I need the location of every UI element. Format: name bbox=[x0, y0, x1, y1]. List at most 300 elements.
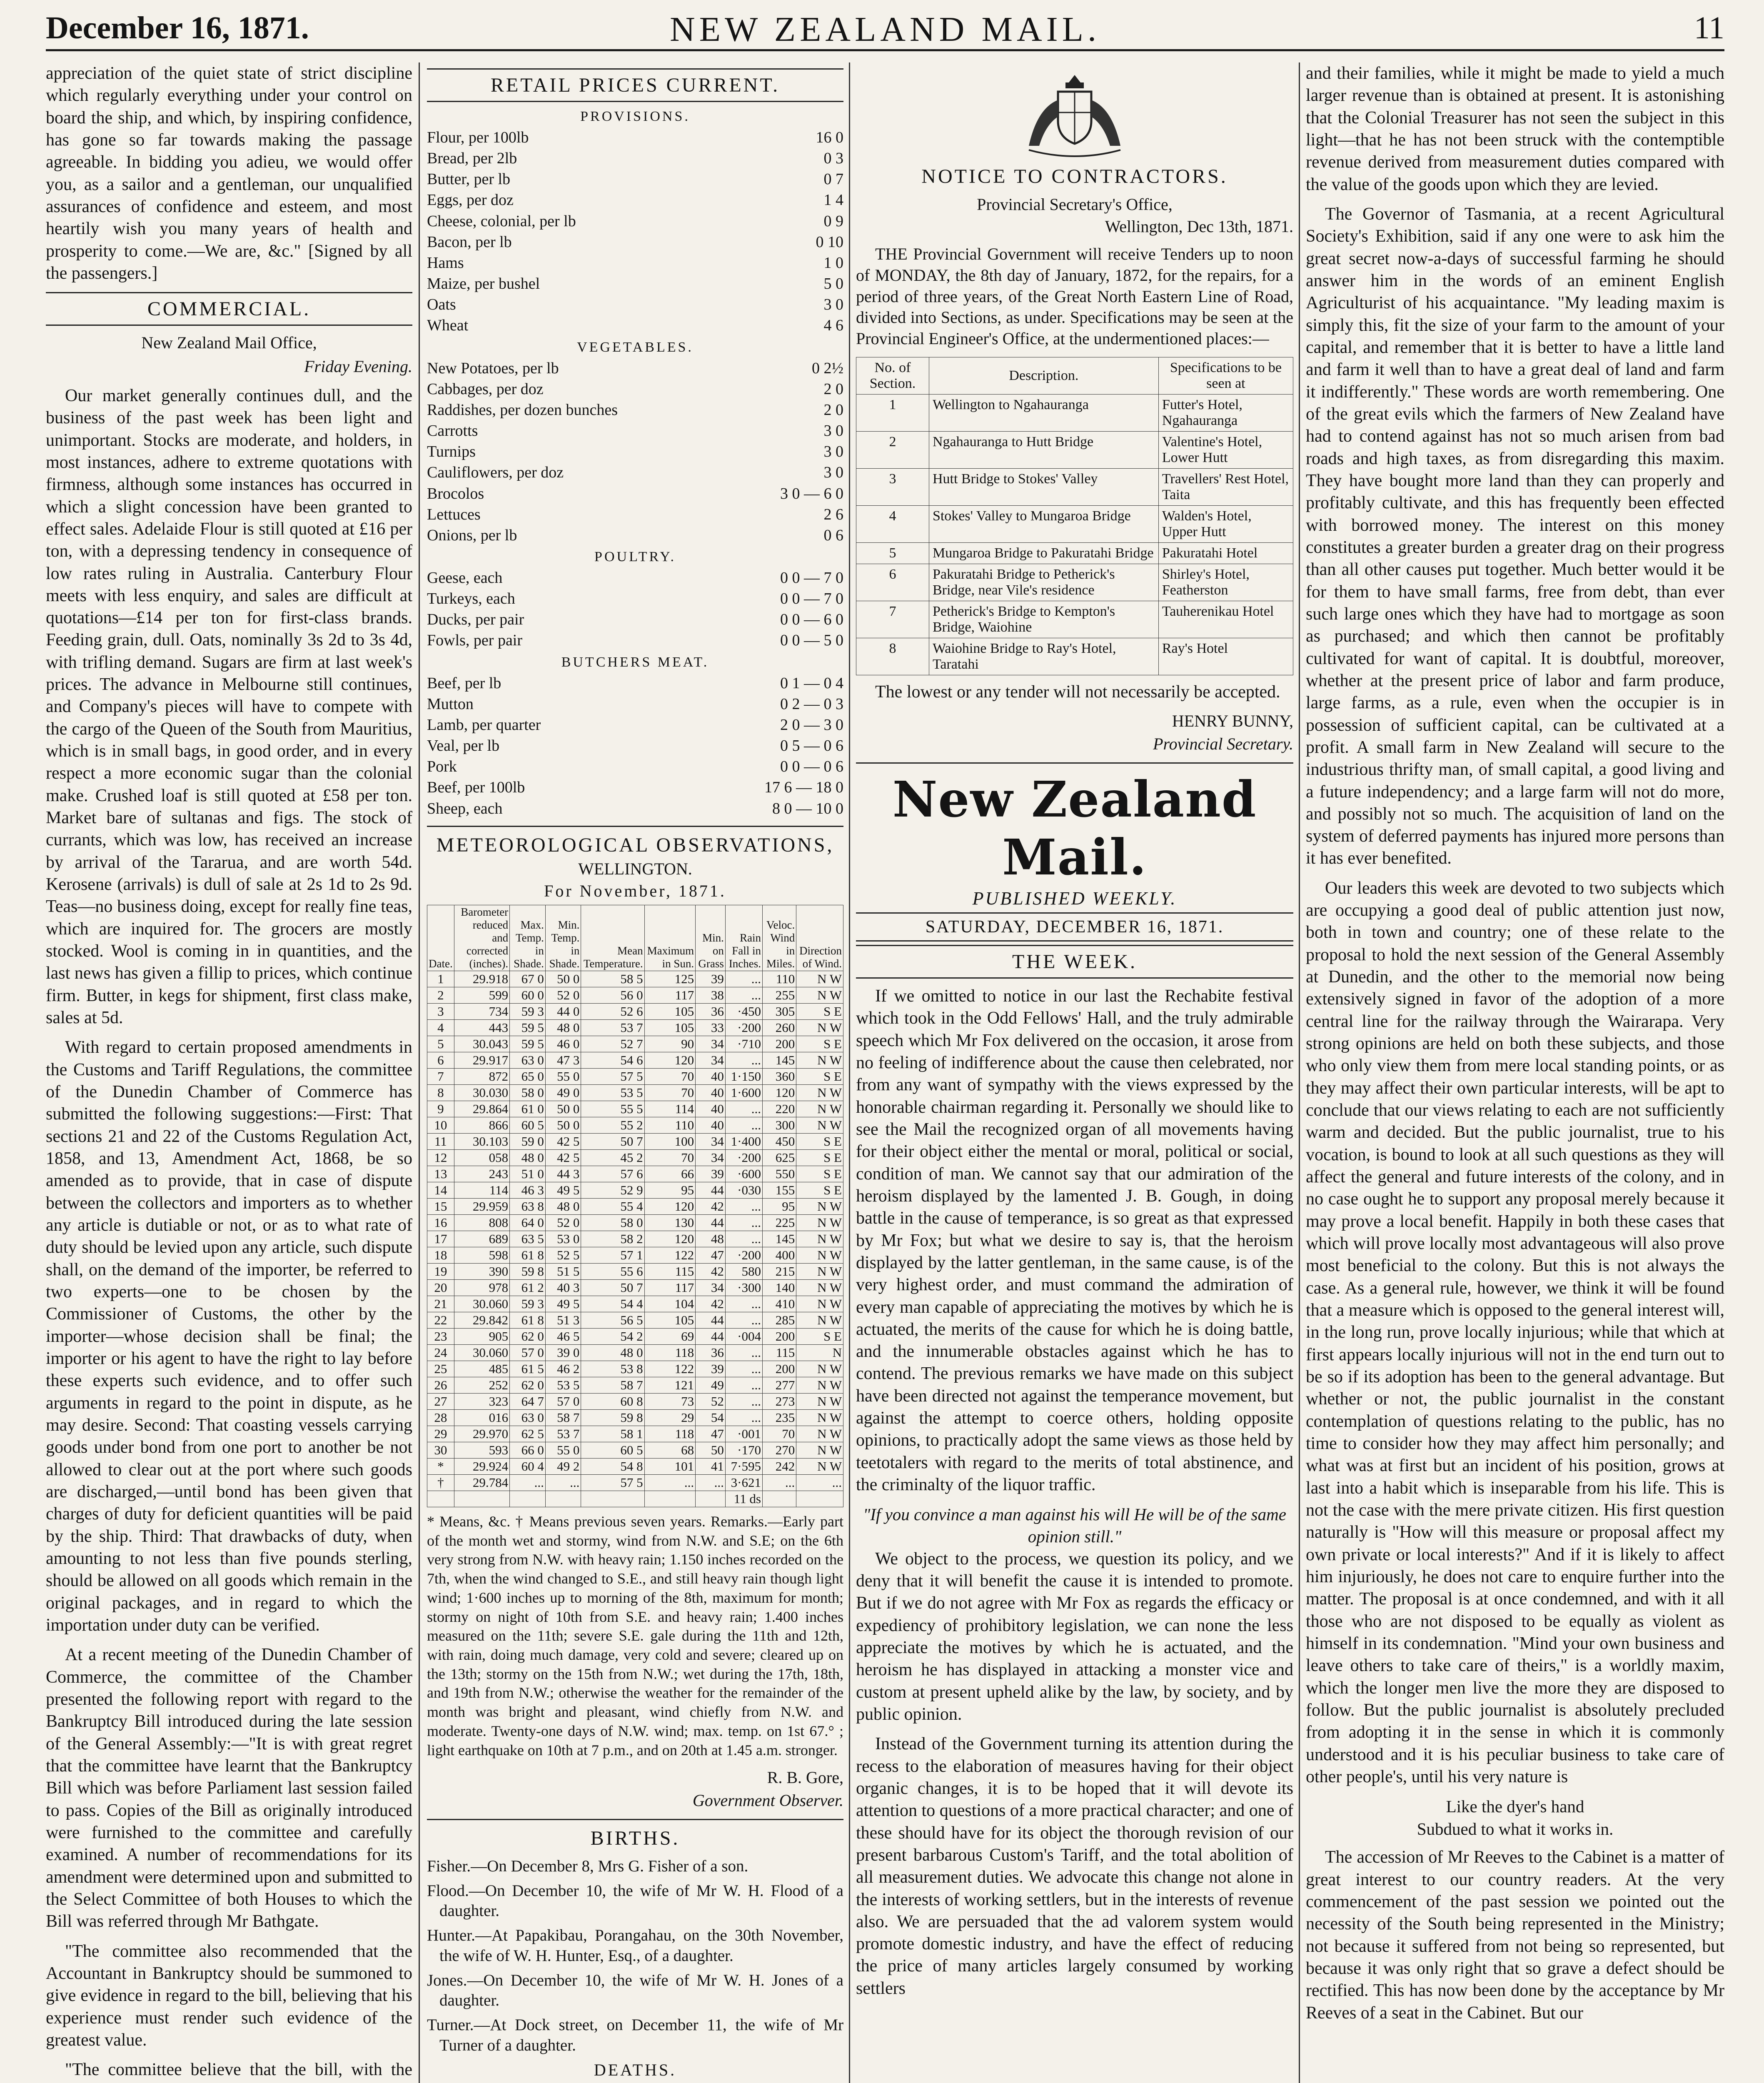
birth-notice: Flood.—On December 10, the wife of Mr W. H. Flood of a daughter. bbox=[427, 1881, 843, 1920]
price-item-value: 3 0 bbox=[823, 443, 843, 461]
weather-cell: 44 0 bbox=[545, 1003, 581, 1019]
commercial-paragraph: Our market generally continues dull, and the business of the past week has been light and unimportant. Stocks are moderate, and holders, in most instances, adhere to extreme quotations with firmness, although some instances has occurred in which a slight concession have been granted to effect sales. Adelaide Flour is still quoted at £16 per ton, with a depressing tendency in consequence of low rates ruling in Australia. Canterbury Flour meets with less enquiry, and sales are difficult at quotations—£14 per ton for first-class brands. Feeding grain, dull. Oats, nominally 3s 2d to 3s 4d, with trifling demand. Sugars are firm at last week's prices. The advance in Melbourne still continues, and Company's pieces will have to compete with the cargo of the Queen of the South from Mauritius, which is in small bags, in good order, and in every respect a more economic sugar than the colonial make. Crushed loaf is still quoted at £58 per ton. Market bare of sultanas and figs. The stock of currants, which was low, has received an increase by arrival of the Tararua, and are worth 54d. Kerosene (arrivals) is dull of sale at 2s 1d to 2s 9d. Teas—no business doing, except for really fine teas, which are inquired for. The grocers are mostly stocked. Wool is coming in in quantities, and the last news has given a fillip to prices, which continue firm. Butter, in kegs for shipment, first class make, sales at 5d. bbox=[46, 386, 412, 1028]
weather-cell: 51 0 bbox=[510, 1166, 546, 1182]
weather-row bbox=[427, 1166, 843, 1182]
weather-cell: 30.060 bbox=[454, 1296, 509, 1312]
weather-cell: ... bbox=[725, 1312, 762, 1328]
price-row bbox=[427, 315, 843, 336]
weather-cell: 734 bbox=[454, 1003, 509, 1019]
weather-cell: S E bbox=[796, 1036, 843, 1052]
weather-cell: 56 0 bbox=[581, 987, 644, 1003]
weather-cell: 145 bbox=[762, 1052, 796, 1068]
price-item-name: Maize, per bushel bbox=[427, 275, 540, 293]
weather-row bbox=[427, 1474, 843, 1491]
weather-cell: ... bbox=[725, 1393, 762, 1409]
column-1 bbox=[46, 62, 412, 2083]
weather-cell: ·200 bbox=[725, 1247, 762, 1263]
week-heading: THE WEEK. bbox=[856, 945, 1293, 979]
weather-cell: 56 5 bbox=[581, 1312, 644, 1328]
weather-cell: 117 bbox=[644, 987, 696, 1003]
weather-cell: 55 4 bbox=[581, 1198, 644, 1214]
weather-cell: 16 bbox=[427, 1214, 454, 1231]
price-row bbox=[427, 441, 843, 462]
weather-cell: 57 0 bbox=[510, 1344, 546, 1361]
weather-cell: 59 5 bbox=[510, 1036, 546, 1052]
weather-cell: 40 3 bbox=[545, 1279, 581, 1296]
weather-cell: 242 bbox=[762, 1458, 796, 1474]
weather-cell: 905 bbox=[454, 1328, 509, 1344]
weather-column-header: Barometer reduced and corrected (inches). bbox=[454, 905, 509, 971]
weather-cell: 2 bbox=[427, 987, 454, 1003]
price-row bbox=[427, 420, 843, 441]
weather-cell: ... bbox=[725, 1377, 762, 1393]
weather-column-header: Rain Fall in Inches. bbox=[725, 905, 762, 971]
week-paragraph: and their families, while it might be made to yield a much larger revenue than is obtained at present. It is astonishing that the Colonial Treasurer has not seen the subject in this light—that he has not been struck with the contemptible revenue derived from measurement duties compared with the value of the goods upon which they are levied. bbox=[1306, 64, 1724, 194]
weather-cell: ... bbox=[510, 1474, 546, 1491]
tender-description: Hutt Bridge to Stokes' Valley bbox=[929, 468, 1158, 505]
price-row bbox=[427, 190, 843, 210]
tender-description: Wellington to Ngahauranga bbox=[929, 394, 1158, 431]
weather-cell: 20 bbox=[427, 1279, 454, 1296]
weather-cell: 58 0 bbox=[510, 1084, 546, 1101]
weather-cell: 46 5 bbox=[545, 1328, 581, 1344]
weather-cell: N W bbox=[796, 1296, 843, 1312]
weather-cell: 73 bbox=[644, 1393, 696, 1409]
weather-row bbox=[427, 1426, 843, 1442]
price-item-name: Turnips bbox=[427, 443, 476, 461]
weather-cell: 70 bbox=[644, 1149, 696, 1166]
price-row bbox=[427, 735, 843, 756]
weather-column-header: Min. on Grass bbox=[696, 905, 726, 971]
weather-cell: 45 2 bbox=[581, 1149, 644, 1166]
weather-cell: 17 bbox=[427, 1231, 454, 1247]
weather-cell: 120 bbox=[644, 1052, 696, 1068]
price-row bbox=[427, 462, 843, 483]
weather-cell: 285 bbox=[762, 1312, 796, 1328]
weather-cell: 30.030 bbox=[454, 1084, 509, 1101]
weather-cell: 53 7 bbox=[545, 1426, 581, 1442]
weather-column-header: Direction of Wind. bbox=[796, 905, 843, 971]
weather-cell: 40 bbox=[696, 1101, 726, 1117]
births-heading: BIRTHS. bbox=[590, 1827, 680, 1849]
price-list bbox=[427, 109, 843, 819]
price-item-value: 1 0 bbox=[823, 254, 843, 272]
weather-cell: ... bbox=[725, 987, 762, 1003]
poem-line: Like the dyer's hand bbox=[1446, 1797, 1584, 1816]
weather-cell: 140 bbox=[762, 1279, 796, 1296]
weather-cell: 44 bbox=[696, 1182, 726, 1198]
weather-cell: 11 bbox=[427, 1133, 454, 1149]
commercial-office: New Zealand Mail Office, bbox=[141, 333, 317, 352]
tender-column-header: Specifications to be seen at bbox=[1158, 357, 1293, 394]
weather-cell: 15 bbox=[427, 1198, 454, 1214]
tender-description: Stokes' Valley to Mungaroa Bridge bbox=[929, 505, 1158, 542]
weather-cell: ·300 bbox=[725, 1279, 762, 1296]
weather-cell: N W bbox=[796, 1279, 843, 1296]
weather-cell: 580 bbox=[725, 1263, 762, 1279]
weather-cell: 57 6 bbox=[581, 1166, 644, 1182]
tender-section-number: 5 bbox=[856, 542, 929, 564]
price-item-name: Geese, each bbox=[427, 569, 503, 587]
price-item-name: Beef, per 100lb bbox=[427, 779, 525, 797]
weather-cell: 57 5 bbox=[581, 1068, 644, 1084]
weather-column-header: Min. Temp. in Shade. bbox=[545, 905, 581, 971]
weather-cell: S E bbox=[796, 1003, 843, 1019]
weather-cell: 273 bbox=[762, 1393, 796, 1409]
weather-cell: 42 5 bbox=[545, 1133, 581, 1149]
price-item-name: Wheat bbox=[427, 317, 469, 335]
price-row bbox=[427, 588, 843, 609]
weather-cell bbox=[796, 1491, 843, 1507]
weather-cell: 872 bbox=[454, 1068, 509, 1084]
weather-cell: 29.784 bbox=[454, 1474, 509, 1491]
price-item-name: Mutton bbox=[427, 695, 474, 713]
divider bbox=[427, 826, 843, 827]
price-row bbox=[427, 504, 843, 525]
weather-cell: 200 bbox=[762, 1328, 796, 1344]
weather-cell: 42 bbox=[696, 1263, 726, 1279]
weather-cell: 63 5 bbox=[510, 1231, 546, 1247]
weather-cell: 47 bbox=[696, 1426, 726, 1442]
column-rule bbox=[1299, 62, 1300, 2083]
weather-row bbox=[427, 1247, 843, 1263]
issue-date-line: SATURDAY, DECEMBER 16, 1871. bbox=[856, 912, 1293, 942]
price-item-name: Veal, per lb bbox=[427, 737, 500, 755]
weather-cell: 62 0 bbox=[510, 1328, 546, 1344]
weather-cell: 625 bbox=[762, 1149, 796, 1166]
weather-cell: 52 bbox=[696, 1393, 726, 1409]
weather-cell: N W bbox=[796, 1377, 843, 1393]
price-item-name: Eggs, per doz bbox=[427, 191, 514, 209]
weather-cell: 36 bbox=[696, 1344, 726, 1361]
weather-cell bbox=[762, 1491, 796, 1507]
price-item-name: Raddishes, per dozen bunches bbox=[427, 401, 618, 419]
weather-cell: S E bbox=[796, 1166, 843, 1182]
weather-row bbox=[427, 1214, 843, 1231]
weather-row bbox=[427, 971, 843, 987]
weather-cell: 70 bbox=[644, 1068, 696, 1084]
price-item-value: 2 0 — 3 0 bbox=[780, 716, 843, 734]
weather-table bbox=[427, 905, 843, 1507]
weather-cell: 29.864 bbox=[454, 1101, 509, 1117]
price-item-name: New Potatoes, per lb bbox=[427, 359, 559, 377]
tender-row bbox=[856, 394, 1293, 431]
weather-cell: 59 8 bbox=[581, 1409, 644, 1426]
weather-cell: 34 bbox=[696, 1279, 726, 1296]
weather-cell: N W bbox=[796, 1198, 843, 1214]
weather-cell: 39 bbox=[696, 1166, 726, 1182]
commercial-heading: COMMERCIAL. bbox=[46, 292, 412, 326]
price-group-heading: VEGETABLES. bbox=[577, 339, 694, 355]
weather-cell: 59 0 bbox=[510, 1133, 546, 1149]
weather-cell: S E bbox=[796, 1182, 843, 1198]
weather-cell: N W bbox=[796, 1247, 843, 1263]
price-row bbox=[427, 294, 843, 315]
price-item-name: Onions, per lb bbox=[427, 526, 517, 544]
weather-cell: 29.918 bbox=[454, 971, 509, 987]
weather-cell: 550 bbox=[762, 1166, 796, 1182]
weather-cell: N W bbox=[796, 1409, 843, 1426]
weather-cell: 48 0 bbox=[510, 1149, 546, 1166]
weather-cell: 270 bbox=[762, 1442, 796, 1458]
price-row bbox=[427, 567, 843, 588]
weather-cell: 121 bbox=[644, 1377, 696, 1393]
weather-cell: 114 bbox=[454, 1182, 509, 1198]
weather-cell: 7 bbox=[427, 1068, 454, 1084]
weather-cell: 400 bbox=[762, 1247, 796, 1263]
commercial-time: Friday Evening. bbox=[304, 357, 412, 376]
weather-cell: 52 6 bbox=[581, 1003, 644, 1019]
weather-cell: 40 bbox=[696, 1084, 726, 1101]
weather-cell: N W bbox=[796, 1019, 843, 1036]
weather-cell: 61 5 bbox=[510, 1361, 546, 1377]
weather-cell: 50 0 bbox=[545, 1117, 581, 1133]
price-item-value: 0 2½ bbox=[812, 359, 843, 377]
weather-cell: 62 5 bbox=[510, 1426, 546, 1442]
weather-cell: 3·621 bbox=[725, 1474, 762, 1491]
weather-cell: 18 bbox=[427, 1247, 454, 1263]
tender-specification-location: Walden's Hotel, Upper Hutt bbox=[1158, 505, 1293, 542]
weather-row bbox=[427, 1377, 843, 1393]
price-row bbox=[427, 694, 843, 714]
price-item-name: Butter, per lb bbox=[427, 170, 511, 188]
weather-cell: 59 8 bbox=[510, 1263, 546, 1279]
weather-cell: 11 ds bbox=[725, 1491, 762, 1507]
weather-cell: 110 bbox=[762, 971, 796, 987]
weather-cell: 1·400 bbox=[725, 1133, 762, 1149]
weather-cell: ... bbox=[696, 1474, 726, 1491]
weather-cell: 46 0 bbox=[545, 1036, 581, 1052]
price-item-value: 3 0 — 6 0 bbox=[780, 485, 843, 502]
weather-cell: 61 2 bbox=[510, 1279, 546, 1296]
weather-cell: 61 8 bbox=[510, 1312, 546, 1328]
weather-cell: S E bbox=[796, 1068, 843, 1084]
weather-cell: 46 2 bbox=[545, 1361, 581, 1377]
weather-cell: S E bbox=[796, 1133, 843, 1149]
weather-cell: 57 1 bbox=[581, 1247, 644, 1263]
week-paragraph: The accession of Mr Reeves to the Cabinet is a matter of great interest to our country readers. At the very commencement of the past session we pointed out the necessity of the South being represented in the Ministry; not because it suffered from not being so represented, but because it was only right that so grave a defect should be rectified. This has now been done by the acceptance by Mr Reeves of a seat in the Cabinet. But our bbox=[1306, 1848, 1724, 2023]
weather-cell: 51 5 bbox=[545, 1263, 581, 1279]
weather-cell: 29.924 bbox=[454, 1458, 509, 1474]
weather-row bbox=[427, 1182, 843, 1198]
weather-cell: N bbox=[796, 1344, 843, 1361]
commercial-paragraph: At a recent meeting of the Dunedin Chamber of Commerce, the committee of the Chamber presented the following report with regard to the Bankruptcy Bill introduced during the late session of the General Assembly:—"It is with great regret that the committee have learnt that the Bankruptcy Bill which was before Parliament last session failed to pass. Copies of the Bill as originally introduced were furnished to the committee and carefully examined. A number of recommendations for its amendment were determined upon and submitted to the Select Committee of both Houses to which the Bill was referred through Mr Bathgate. bbox=[46, 1645, 412, 1931]
weather-cell: 53 7 bbox=[581, 1019, 644, 1036]
price-item-value: 0 0 — 7 0 bbox=[780, 590, 843, 608]
weather-cell: 277 bbox=[762, 1377, 796, 1393]
week-paragraph: Our leaders this week are devoted to two subjects which are occupying a good deal of public attention just now, both in town and country; one of these relate to the proposal to hold the next session of the General Assembly at Dunedin, and the other to the memorial now being extensively signed in favor of the adoption of a more central line for the railway through the Wairarapa. Very strong opinions are held on both these subjects, and those who only view them from mere local standing points, or as they may affect their own particular interests, will be apt to conclude that our views relating to each are not sufficiently warm and decided. But the public journalist, true to his vocation, is bound to look at all such questions as they will affect the general and future interests of the colony, and in no case ought he to support any proposal merely because it may prove a local benefit. Happily in both these cases that which will prove locally most advantageous will also prove most beneficial to the colony. But this is not always the case. As a general rule, however, we think it will be found that a measure which is opposed to the general interest will, in the long run, prove locally injurious; while that which at first appears locally injurious will not in the end turn out to be so if its adoption has been to the general advantage. But whether or not, the public journalist in the constant contemplation of questions relating to the public, has no time to consider how they may affect him personally; and what was at first but an incident of his position, grows at last into a habit which is inseparable from his life. This is not the case with the mere private citizen. His first question naturally is "How will this measure or proposal affect my own private or local interests?" And if it is likely to affect him injuriously, he does not care to enquire further into the matter. The proposal is at once condemned, and with it all those who are not disposed to be equally as violent as himself in its condemnation. "Mind your own business and leave others to take care of theirs," is a worldly maxim, which the longer men live the more they are disposed to follow. But the public journalist is absolutely precluded from adopting it in the sense in which it is commonly understood and it is his peculiar business to take care of other people's, until his very nature is bbox=[1306, 878, 1724, 1786]
weather-row bbox=[427, 1003, 843, 1019]
weather-cell: 50 0 bbox=[545, 971, 581, 987]
weather-row bbox=[427, 1019, 843, 1036]
weather-row bbox=[427, 1442, 843, 1458]
weather-cell: 34 bbox=[696, 1133, 726, 1149]
weather-cell: ... bbox=[725, 971, 762, 987]
price-item-value: 5 0 bbox=[823, 275, 843, 293]
weather-cell: ·004 bbox=[725, 1328, 762, 1344]
weather-cell: 58 0 bbox=[581, 1214, 644, 1231]
weather-cell: 50 0 bbox=[545, 1101, 581, 1117]
price-item-value: 8 0 — 10 0 bbox=[772, 799, 843, 817]
weather-column-header: Date. bbox=[427, 905, 454, 971]
weather-cell: 52 7 bbox=[581, 1036, 644, 1052]
weather-cell: 120 bbox=[644, 1231, 696, 1247]
weather-cell: 69 bbox=[644, 1328, 696, 1344]
tender-row bbox=[856, 638, 1293, 675]
price-item-value: 3 0 bbox=[823, 296, 843, 314]
notice-footer: The lowest or any tender will not necessarily be accepted. bbox=[875, 682, 1280, 702]
weather-cell: 66 bbox=[644, 1166, 696, 1182]
weather-row bbox=[427, 987, 843, 1003]
met-heading: METEOROLOGICAL OBSERVATIONS, bbox=[436, 834, 834, 856]
weather-cell: 61 8 bbox=[510, 1247, 546, 1263]
price-item-name: Pork bbox=[427, 758, 457, 776]
weather-cell: ·030 bbox=[725, 1182, 762, 1198]
weather-cell: 52 9 bbox=[581, 1182, 644, 1198]
weather-cell: 29 bbox=[427, 1426, 454, 1442]
met-signature-title: Government Observer. bbox=[692, 1791, 843, 1810]
weather-cell: 49 5 bbox=[545, 1296, 581, 1312]
weather-cell: 54 2 bbox=[581, 1328, 644, 1344]
birth-notice: Hunter.—At Papakibau, Porangahau, on the 30th November, the wife of W. H. Hunter, Esq., of a daughter. bbox=[427, 1926, 843, 1965]
price-item-value: 0 0 — 0 6 bbox=[780, 758, 843, 776]
price-item-value: 0 9 bbox=[823, 212, 843, 230]
weather-cell: 60 5 bbox=[581, 1442, 644, 1458]
weather-cell: 58 5 bbox=[581, 971, 644, 987]
weather-row bbox=[427, 1084, 843, 1101]
weather-row bbox=[427, 1312, 843, 1328]
tender-section-number: 2 bbox=[856, 431, 929, 468]
tender-section-number: 1 bbox=[856, 394, 929, 431]
weather-cell: N W bbox=[796, 1101, 843, 1117]
weather-row bbox=[427, 1344, 843, 1361]
price-item-value: 1 4 bbox=[823, 191, 843, 209]
weather-cell: 19 bbox=[427, 1263, 454, 1279]
weather-cell: ... bbox=[725, 1231, 762, 1247]
tender-section-number: 3 bbox=[856, 468, 929, 505]
weather-cell: 58 7 bbox=[581, 1377, 644, 1393]
weather-cell bbox=[581, 1491, 644, 1507]
weather-cell: 40 bbox=[696, 1068, 726, 1084]
price-group-heading: PROVISIONS. bbox=[580, 109, 690, 124]
weather-cell: 55 5 bbox=[581, 1101, 644, 1117]
tender-specification-location: Travellers' Rest Hotel, Taita bbox=[1158, 468, 1293, 505]
weather-cell: 53 5 bbox=[581, 1084, 644, 1101]
met-signature: R. B. Gore, bbox=[767, 1768, 843, 1787]
weather-cell: 52 0 bbox=[545, 987, 581, 1003]
birth-notice: Turner.—At Dock street, on December 11, the wife of Mr Turner of a daughter. bbox=[427, 2016, 843, 2054]
weather-cell: 59 3 bbox=[510, 1296, 546, 1312]
weather-cell: 10 bbox=[427, 1117, 454, 1133]
weather-cell: 305 bbox=[762, 1003, 796, 1019]
weather-cell: ·001 bbox=[725, 1426, 762, 1442]
week-paragraph: If we omitted to notice in our last the Rechabite festival which took in the Odd Fellows' Hall, and the truly admirable speech which Mr Fox delivered on the occasion, it arose from no feeling of indifference about the cause then celebrated, nor from any want of sympathy with the views expressed by the honorable chairman regarding it. Personally we should like to see the Mail the recognized organ of all movements having for their object either the mental or moral, political or social, condition of man. We cannot say that our admiration of the heroism displayed by the lamented J. B. Gough, in doing battle in the cause of temperance, is so great as that expressed by Mr Fox; but what we desire to say is, that the heroism displayed by the latter gentleman, in the same cause, is of the very highest order, and must command the admiration of every man capable of appreciating the motives by which he is actuated, the merits of the cause for which he is doing battle, and the innumerable obstacles against which he has to contend. The previous remarks we have made on this subject have been directed not against the temperance movement, but against the attempt to coerce others, holding opposite opinions, to practically adopt the same views as those held by teetotalers with regard to the merits of total abstinence, and the criminalty of the liquor traffic. bbox=[856, 986, 1293, 1495]
weather-cell: 42 5 bbox=[545, 1149, 581, 1166]
weather-cell: 120 bbox=[762, 1084, 796, 1101]
price-item-value: 2 0 bbox=[823, 401, 843, 419]
weather-cell: 243 bbox=[454, 1166, 509, 1182]
weather-cell: 42 bbox=[696, 1198, 726, 1214]
weather-cell: 6 bbox=[427, 1052, 454, 1068]
tender-description: Waiohine Bridge to Ray's Hotel, Taratahi bbox=[929, 638, 1158, 675]
weather-cell: 220 bbox=[762, 1101, 796, 1117]
price-item-value: 0 7 bbox=[823, 170, 843, 188]
weather-cell: N W bbox=[796, 1312, 843, 1328]
weather-table-header bbox=[427, 905, 843, 971]
weather-cell: 29.917 bbox=[454, 1052, 509, 1068]
price-row bbox=[427, 483, 843, 504]
weather-cell: 29 bbox=[644, 1409, 696, 1426]
divider bbox=[427, 1819, 843, 1820]
weather-cell: 34 bbox=[696, 1052, 726, 1068]
weather-cell: ... bbox=[725, 1052, 762, 1068]
masthead bbox=[46, 7, 1724, 51]
weather-cell: ... bbox=[725, 1409, 762, 1426]
weather-cell bbox=[454, 1491, 509, 1507]
tender-description: Petherick's Bridge to Kempton's Bridge, Waiohine bbox=[929, 601, 1158, 638]
published-weekly: PUBLISHED WEEKLY. bbox=[972, 888, 1177, 909]
price-item-value: 3 0 bbox=[823, 422, 843, 440]
births-list bbox=[427, 1856, 843, 2056]
weather-cell: 808 bbox=[454, 1214, 509, 1231]
notice-heading: NOTICE TO CONTRACTORS. bbox=[921, 165, 1228, 187]
met-remarks: * Means, &c. † Means previous seven years. Remarks.—Early part of the month wet and stormy, wind from N.W. and S.E; on the 6th very strong from N.W. with heavy rain; 1.150 inches recorded on the 7th, when the wind changed to S.E., and still heavy rain though light wind; 1·600 inches up to morning of the 8th, maximum for month; stormy on night of 10th from S.E. and heavy rain; 1.400 inches measured on the 11th; severe S.E. gale during the 11th and 12th, with rain, doing much damage, very cold and severe; cleared up on the 13th; stormy on the 15th from N.W.; wet during the 17th, 18th, and 19th from N.W.; otherwise the weather for the remainder of the month was bright and pleasant, wind chiefly from N.W. and moderate. Twenty-one days of N.W. wind; max. temp. on 1st 67.° ; light earthquake on 10th at 7 p.m., and on 20th at 1.45 a.m. stronger. bbox=[427, 1513, 843, 1758]
met-place: WELLINGTON. bbox=[578, 859, 692, 878]
price-row bbox=[427, 525, 843, 546]
weather-cell: 689 bbox=[454, 1231, 509, 1247]
price-row bbox=[427, 358, 843, 379]
price-item-name: Lamb, per quarter bbox=[427, 716, 541, 734]
weather-cell: 200 bbox=[762, 1036, 796, 1052]
weather-cell: 215 bbox=[762, 1263, 796, 1279]
weather-cell: 39 bbox=[696, 971, 726, 987]
weather-cell: 118 bbox=[644, 1344, 696, 1361]
weather-cell: ·170 bbox=[725, 1442, 762, 1458]
tender-specification-location: Tauherenikau Hotel bbox=[1158, 601, 1293, 638]
weather-cell: ... bbox=[796, 1474, 843, 1491]
birth-notice: Jones.—On December 10, the wife of Mr W. H. Jones of a daughter. bbox=[427, 1971, 843, 2010]
price-row bbox=[427, 798, 843, 819]
notice-body: THE Provincial Government will receive Tenders up to noon of MONDAY, the 8th day of January, 1872, for the repairs, for a period of three years, of the Great North Eastern Line of Road, divided into Sections, as under. Specifications may be seen at the Provincial Engineer's Office, at the undermentioned places:— bbox=[856, 245, 1293, 348]
tender-specification-location: Valentine's Hotel, Lower Hutt bbox=[1158, 431, 1293, 468]
weather-cell: 593 bbox=[454, 1442, 509, 1458]
weather-cell: ·600 bbox=[725, 1166, 762, 1182]
weather-cell: 7·595 bbox=[725, 1458, 762, 1474]
weather-cell: 3 bbox=[427, 1003, 454, 1019]
price-row bbox=[427, 609, 843, 630]
price-item-value: 0 5 — 0 6 bbox=[780, 737, 843, 755]
weather-cell: ... bbox=[725, 1214, 762, 1231]
weather-cell: 122 bbox=[644, 1247, 696, 1263]
weather-row bbox=[427, 1101, 843, 1117]
weather-cell bbox=[644, 1491, 696, 1507]
weather-cell: 49 bbox=[696, 1377, 726, 1393]
weather-cell: 54 8 bbox=[581, 1458, 644, 1474]
weather-cell: 016 bbox=[454, 1409, 509, 1426]
weather-cell: 36 bbox=[696, 1003, 726, 1019]
tender-specification-location: Futter's Hotel, Ngahauranga bbox=[1158, 394, 1293, 431]
price-row bbox=[427, 673, 843, 694]
price-item-name: Turkeys, each bbox=[427, 590, 515, 608]
price-item-value: 0 0 — 7 0 bbox=[780, 569, 843, 587]
weather-cell: 55 6 bbox=[581, 1263, 644, 1279]
weather-cell: 155 bbox=[762, 1182, 796, 1198]
price-row bbox=[427, 400, 843, 420]
paper-title: New Zealand Mail. bbox=[892, 770, 1257, 886]
weather-cell: 13 bbox=[427, 1166, 454, 1182]
weather-cell: N W bbox=[796, 1231, 843, 1247]
price-row bbox=[427, 169, 843, 190]
